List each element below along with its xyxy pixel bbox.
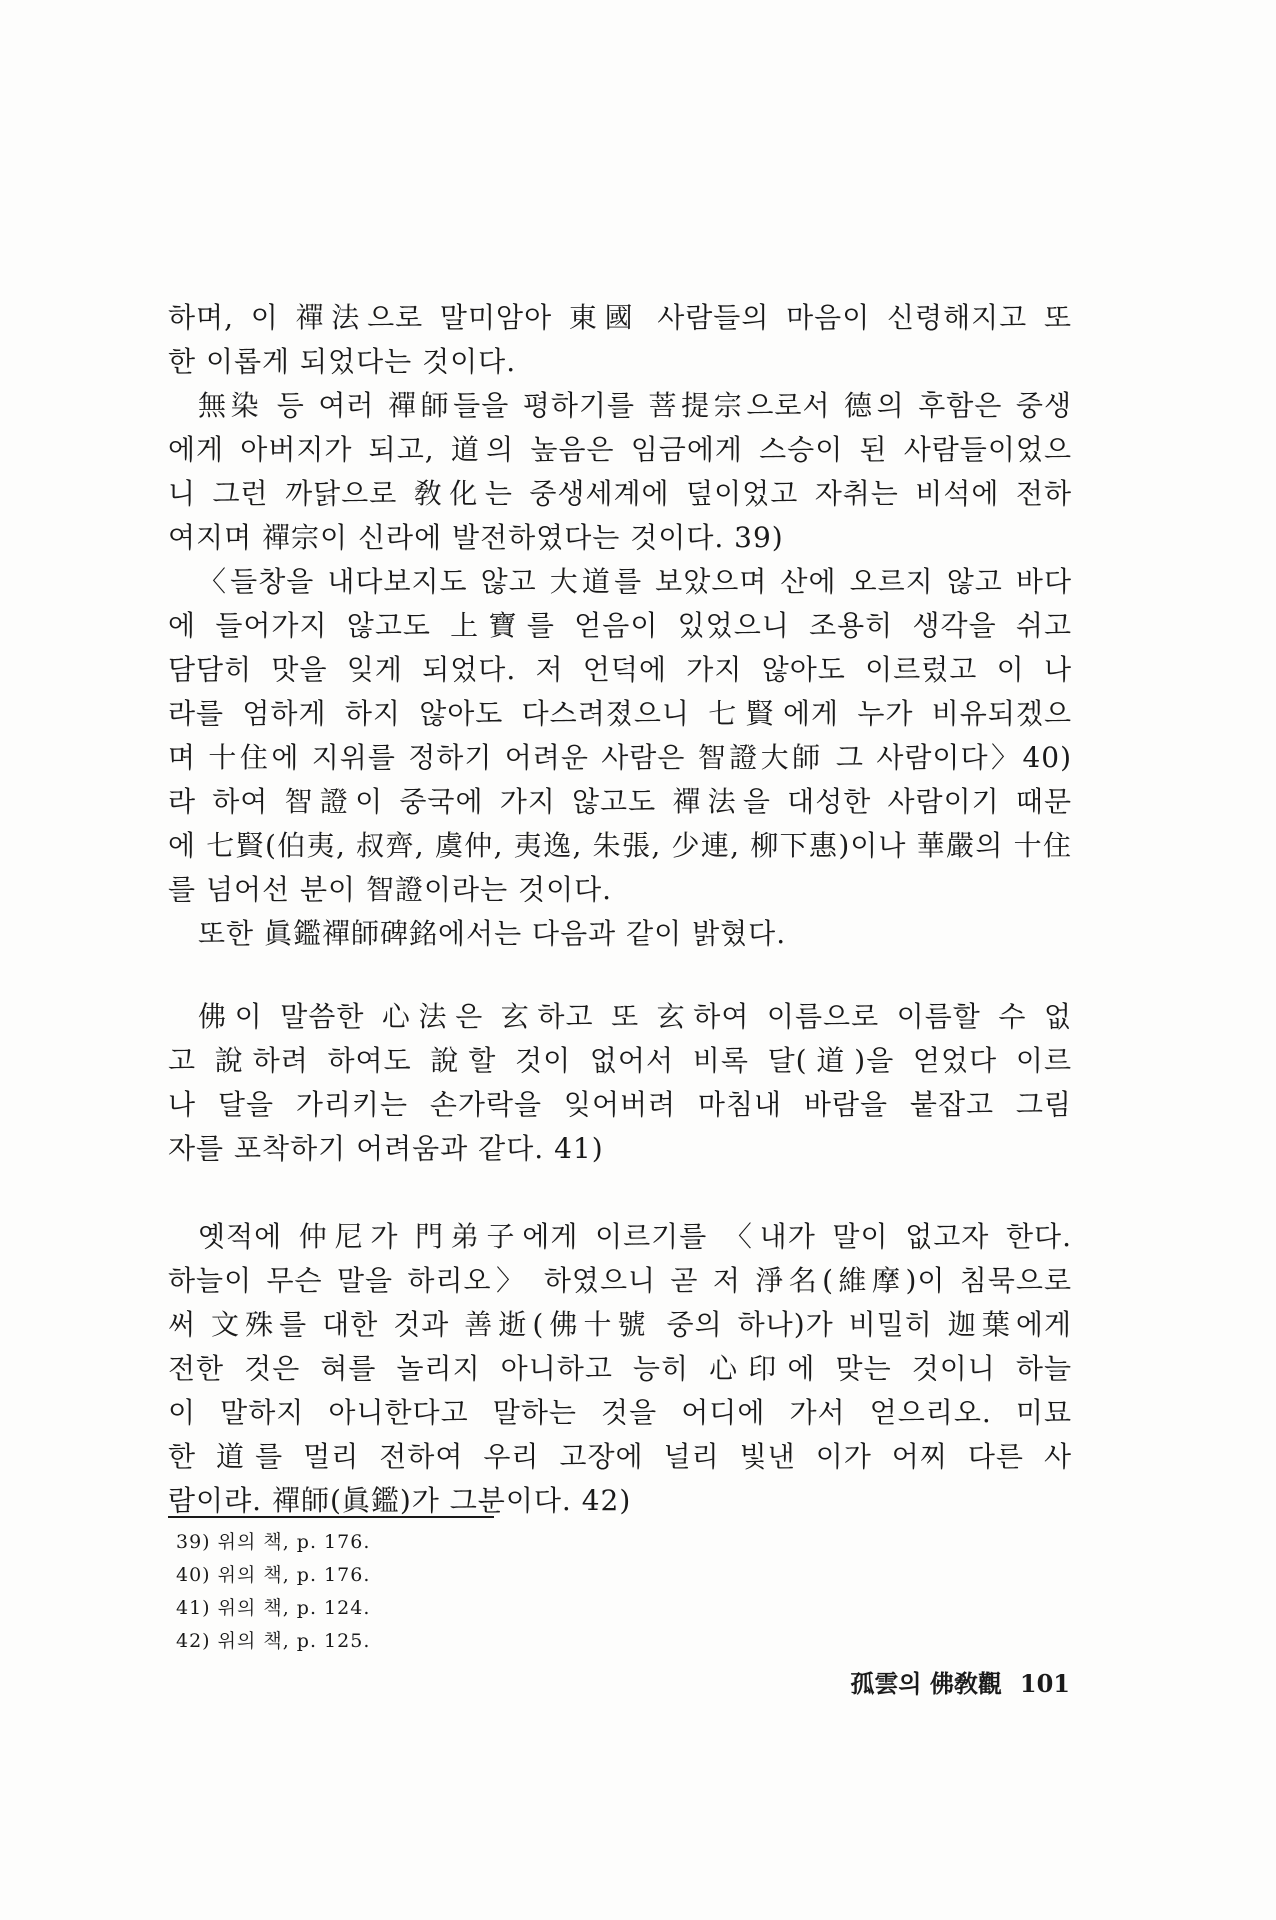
running-title: 孤雲의 佛敎觀 bbox=[850, 1669, 1002, 1698]
footnote: 42) 위의 책, p. 125. bbox=[176, 1630, 371, 1652]
footnote-divider bbox=[168, 1516, 494, 1518]
quote-line: 써 文殊를 대한 것과 善逝(佛十號 중의 하나)가 비밀히 迦葉에게 bbox=[168, 1308, 1072, 1341]
quote-line: 자를 포착하기 어려움과 같다. 41) bbox=[168, 1132, 604, 1165]
quote-line: 전한 것은 혀를 놀리지 아니하고 능히 心印에 맞는 것이니 하늘 bbox=[168, 1352, 1072, 1385]
body-line: 한 이롭게 되었다는 것이다. bbox=[168, 345, 517, 378]
body-line: 에 들어가지 않고도 上寶를 얻음이 있었으니 조용히 생각을 쉬고 bbox=[168, 609, 1072, 642]
footnotes bbox=[176, 1526, 370, 1658]
body-line: 또한 眞鑑禪師碑銘에서는 다음과 같이 밝혔다. bbox=[198, 917, 787, 950]
body-text bbox=[168, 296, 1072, 956]
quote-line: 나 달을 가리키는 손가락을 잊어버려 마침내 바람을 붙잡고 그림 bbox=[168, 1088, 1072, 1121]
quote-line: 佛이 말씀한 心法은 玄하고 또 玄하여 이름으로 이름할 수 없 bbox=[198, 1000, 1072, 1033]
body-line: 니 그런 까닭으로 敎化는 중생세계에 덮이었고 자취는 비석에 전하 bbox=[168, 477, 1072, 510]
body-line: 담담히 맛을 잊게 되었다. 저 언덕에 가지 않아도 이르렀고 이 나 bbox=[168, 653, 1072, 686]
running-footer bbox=[820, 1664, 1070, 1699]
body-line: 며 十住에 지위를 정하기 어려운 사람은 智證大師 그 사람이다〉40) bbox=[168, 741, 1072, 774]
body-line: 를 넘어선 분이 智證이라는 것이다. bbox=[168, 873, 613, 906]
footnote: 40) 위의 책, p. 176. bbox=[176, 1564, 371, 1586]
quote-line: 하늘이 무슨 말을 하리오〉 하였으니 곧 저 淨名(維摩)이 침묵으로 bbox=[168, 1264, 1072, 1297]
body-line: 에게 아버지가 되고, 道의 높음은 임금에게 스승이 된 사람들이었으 bbox=[168, 433, 1072, 466]
body-line: 〈들창을 내다보지도 않고 大道를 보았으며 산에 오르지 않고 바다 bbox=[198, 565, 1072, 598]
block-quote bbox=[168, 1215, 1072, 1523]
body-line: 하며, 이 禪法으로 말미암아 東國 사람들의 마음이 신령해지고 또 bbox=[168, 301, 1072, 334]
quote-line: 옛적에 仲尼가 門弟子에게 이르기를 〈내가 말이 없고자 한다. bbox=[198, 1220, 1072, 1253]
body-line: 라 하여 智證이 중국에 가지 않고도 禪法을 대성한 사람이기 때문 bbox=[168, 785, 1072, 818]
body-line: 여지며 禪宗이 신라에 발전하였다는 것이다. 39) bbox=[168, 521, 784, 554]
quote-line: 고 說하려 하여도 說할 것이 없어서 비록 달(道)을 얻었다 이르 bbox=[168, 1044, 1072, 1077]
body-line: 無染 등 여러 禪師들을 평하기를 菩提宗으로서 德의 후함은 중생 bbox=[198, 389, 1072, 422]
page-number: 101 bbox=[1019, 1669, 1070, 1698]
footnote: 39) 위의 책, p. 176. bbox=[176, 1531, 371, 1553]
body-line: 라를 엄하게 하지 않아도 다스려졌으니 七賢에게 누가 비유되겠으 bbox=[168, 697, 1072, 730]
quote-line: 람이랴. 禪師(眞鑑)가 그분이다. 42) bbox=[168, 1484, 632, 1517]
quote-line: 한 道를 멀리 전하여 우리 고장에 널리 빛낸 이가 어찌 다른 사 bbox=[168, 1440, 1072, 1473]
block-quote bbox=[168, 995, 1072, 1171]
footnote: 41) 위의 책, p. 124. bbox=[176, 1597, 371, 1619]
quote-line: 이 말하지 아니한다고 말하는 것을 어디에 가서 얻으리오. 미묘 bbox=[168, 1396, 1072, 1429]
body-line: 에 七賢(伯夷, 叔齊, 虞仲, 夷逸, 朱張, 少連, 柳下惠)이나 華嚴의 十住 bbox=[168, 829, 1072, 862]
